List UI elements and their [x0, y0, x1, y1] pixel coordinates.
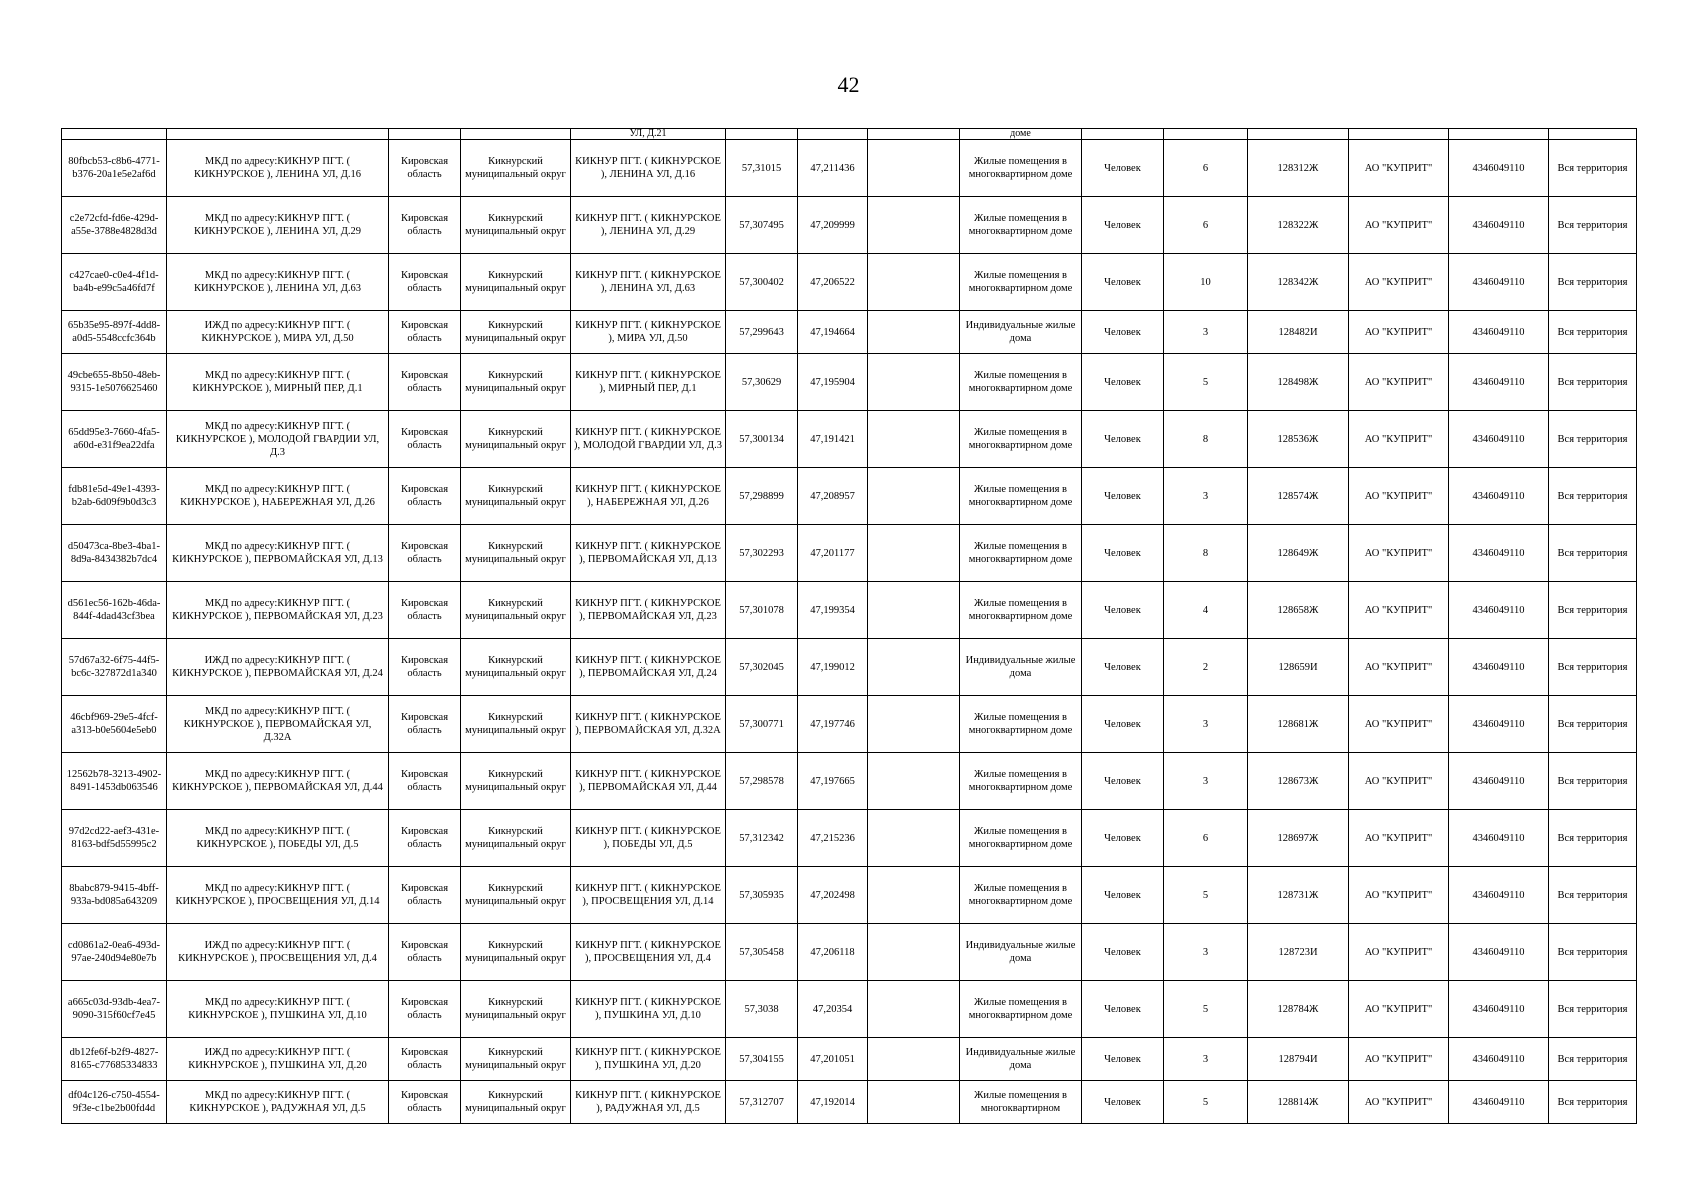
cell-address: КИКНУР ПГТ. ( КИКНУРСКОЕ ), ПОБЕДЫ УЛ, Д.5: [571, 810, 726, 867]
table-row: [62, 1081, 1637, 1124]
cell-type: Жилые помещения в многоквартирном доме: [960, 867, 1082, 924]
cell-region: Кировская область: [389, 311, 461, 354]
cell-lat: 57,305458: [726, 924, 798, 981]
cell-unit: Человек: [1082, 411, 1164, 468]
cell-org: АО "КУПРИТ": [1349, 254, 1449, 311]
cell-count: 2: [1164, 639, 1248, 696]
cell-lat: 57,301078: [726, 582, 798, 639]
table-row: [62, 525, 1637, 582]
cell-type: Индивидуальные жилые дома: [960, 924, 1082, 981]
cell-lat: 57,300402: [726, 254, 798, 311]
cell-code: 128658Ж: [1248, 582, 1349, 639]
cell-org: АО "КУПРИТ": [1349, 696, 1449, 753]
cell-code: 128322Ж: [1248, 197, 1349, 254]
table-row: [62, 867, 1637, 924]
cell-territory: Вся территория: [1549, 753, 1637, 810]
cell-blank: [868, 254, 960, 311]
cell-district: Кикнурский муниципальный округ: [461, 468, 571, 525]
cell-blank: [868, 1038, 960, 1081]
cell-id: 49cbe655-8b50-48eb-9315-1e5076625460: [62, 354, 167, 411]
cell-name: ИЖД по адресу:КИКНУР ПГТ. ( КИКНУРСКОЕ ), ПЕРВОМАЙСКАЯ УЛ, Д.24: [167, 639, 389, 696]
cell-id: fdb81e5d-49e1-4393-b2ab-6d09f9b0d3c3: [62, 468, 167, 525]
cell-address: КИКНУР ПГТ. ( КИКНУРСКОЕ ), ПУШКИНА УЛ, Д.20: [571, 1038, 726, 1081]
cell-count: 6: [1164, 197, 1248, 254]
cell-address: УЛ, Д.21: [571, 129, 726, 140]
table-row: [62, 582, 1637, 639]
table-row: [62, 753, 1637, 810]
cell-inn: 4346049110: [1449, 924, 1549, 981]
cell-lat: 57,312342: [726, 810, 798, 867]
cell-type: Жилые помещения в многоквартирном доме: [960, 981, 1082, 1038]
cell-address: КИКНУР ПГТ. ( КИКНУРСКОЕ ), ЛЕНИНА УЛ, Д.29: [571, 197, 726, 254]
cell-district: Кикнурский муниципальный округ: [461, 582, 571, 639]
cell-inn: 4346049110: [1449, 582, 1549, 639]
cell-region: Кировская область: [389, 1081, 461, 1124]
cell-territory: Вся территория: [1549, 867, 1637, 924]
cell-inn: 4346049110: [1449, 468, 1549, 525]
cell-address: КИКНУР ПГТ. ( КИКНУРСКОЕ ), ПРОСВЕЩЕНИЯ УЛ, Д.14: [571, 867, 726, 924]
table-row: [62, 810, 1637, 867]
cell-count: 3: [1164, 924, 1248, 981]
cell-blank: [868, 753, 960, 810]
cell-id: c2e72cfd-fd6e-429d-a55e-3788e4828d3d: [62, 197, 167, 254]
table-row: [62, 411, 1637, 468]
table-row: [62, 354, 1637, 411]
cell-count: 3: [1164, 696, 1248, 753]
cell-unit: Человек: [1082, 696, 1164, 753]
cell-blank: [868, 525, 960, 582]
cell-territory: Вся территория: [1549, 696, 1637, 753]
cell-count: 3: [1164, 311, 1248, 354]
table-row: [62, 468, 1637, 525]
cell-lat: 57,30629: [726, 354, 798, 411]
table-row: [62, 696, 1637, 753]
cell-id: cd0861a2-0ea6-493d-97ae-240d94e80e7b: [62, 924, 167, 981]
cell-district: Кикнурский муниципальный округ: [461, 411, 571, 468]
cell-address: КИКНУР ПГТ. ( КИКНУРСКОЕ ), МИРНЫЙ ПЕР, Д.1: [571, 354, 726, 411]
cell-org: АО "КУПРИТ": [1349, 867, 1449, 924]
cell-territory: Вся территория: [1549, 810, 1637, 867]
cell-region: Кировская область: [389, 140, 461, 197]
cell-district: Кикнурский муниципальный округ: [461, 1081, 571, 1124]
cell-region: Кировская область: [389, 582, 461, 639]
cell-name: МКД по адресу:КИКНУР ПГТ. ( КИКНУРСКОЕ ), НАБЕРЕЖНАЯ УЛ, Д.26: [167, 468, 389, 525]
cell-lat: 57,304155: [726, 1038, 798, 1081]
cell-code: 128681Ж: [1248, 696, 1349, 753]
cell-address: КИКНУР ПГТ. ( КИКНУРСКОЕ ), ПЕРВОМАЙСКАЯ УЛ, Д.44: [571, 753, 726, 810]
cell-address: КИКНУР ПГТ. ( КИКНУРСКОЕ ), ПЕРВОМАЙСКАЯ УЛ, Д.13: [571, 525, 726, 582]
cell-inn: 4346049110: [1449, 254, 1549, 311]
cell-id: c427cae0-c0e4-4f1d-ba4b-e99c5a46fd7f: [62, 254, 167, 311]
cell-name: ИЖД по адресу:КИКНУР ПГТ. ( КИКНУРСКОЕ ), МИРА УЛ, Д.50: [167, 311, 389, 354]
cell-name: МКД по адресу:КИКНУР ПГТ. ( КИКНУРСКОЕ ), ПЕРВОМАЙСКАЯ УЛ, Д.32А: [167, 696, 389, 753]
cell-district: Кикнурский муниципальный округ: [461, 354, 571, 411]
cell-lon: 47,202498: [798, 867, 868, 924]
cell-blank: [868, 639, 960, 696]
cell-inn: 4346049110: [1449, 810, 1549, 867]
cell-count: 3: [1164, 753, 1248, 810]
cell-inn: 4346049110: [1449, 197, 1549, 254]
cell-address: КИКНУР ПГТ. ( КИКНУРСКОЕ ), МОЛОДОЙ ГВАРДИИ УЛ, Д.3: [571, 411, 726, 468]
cell-region: Кировская область: [389, 867, 461, 924]
cell-org: АО "КУПРИТ": [1349, 582, 1449, 639]
cell-type: Жилые помещения в многоквартирном доме: [960, 525, 1082, 582]
cell-code: 128673Ж: [1248, 753, 1349, 810]
cell-unit: Человек: [1082, 867, 1164, 924]
continuation-row: [62, 129, 1637, 140]
cell-count: 3: [1164, 468, 1248, 525]
cell-name: МКД по адресу:КИКНУР ПГТ. ( КИКНУРСКОЕ ), ПОБЕДЫ УЛ, Д.5: [167, 810, 389, 867]
cell-lat: 57,307495: [726, 197, 798, 254]
cell-lon: 47,199012: [798, 639, 868, 696]
cell-count: 5: [1164, 981, 1248, 1038]
cell-code: 128723И: [1248, 924, 1349, 981]
cell-org: АО "КУПРИТ": [1349, 525, 1449, 582]
cell-territory: Вся территория: [1549, 1081, 1637, 1124]
cell-inn: 4346049110: [1449, 311, 1549, 354]
cell-code: 128784Ж: [1248, 981, 1349, 1038]
cell-blank: [868, 311, 960, 354]
cell-region: Кировская область: [389, 354, 461, 411]
cell-territory: Вся территория: [1549, 639, 1637, 696]
cell-org: АО "КУПРИТ": [1349, 140, 1449, 197]
cell-name: МКД по адресу:КИКНУР ПГТ. ( КИКНУРСКОЕ ), МОЛОДОЙ ГВАРДИИ УЛ, Д.3: [167, 411, 389, 468]
cell-address: КИКНУР ПГТ. ( КИКНУРСКОЕ ), ЛЕНИНА УЛ, Д.63: [571, 254, 726, 311]
cell-unit: Человек: [1082, 140, 1164, 197]
cell-inn: 4346049110: [1449, 981, 1549, 1038]
cell-id: df04c126-c750-4554-9f3e-c1be2b00fd4d: [62, 1081, 167, 1124]
cell-inn: 4346049110: [1449, 140, 1549, 197]
cell-name: МКД по адресу:КИКНУР ПГТ. ( КИКНУРСКОЕ ), ПЕРВОМАЙСКАЯ УЛ, Д.44: [167, 753, 389, 810]
cell-lon: 47,211436: [798, 140, 868, 197]
cell-territory: Вся территория: [1549, 468, 1637, 525]
table-row: [62, 1038, 1637, 1081]
table-row: [62, 639, 1637, 696]
cell-address: КИКНУР ПГТ. ( КИКНУРСКОЕ ), ПЕРВОМАЙСКАЯ УЛ, Д.24: [571, 639, 726, 696]
cell-lon: 47,201177: [798, 525, 868, 582]
cell-org: АО "КУПРИТ": [1349, 354, 1449, 411]
cell-lat: 57,300134: [726, 411, 798, 468]
cell-code: 128659И: [1248, 639, 1349, 696]
cell-lat: 57,31015: [726, 140, 798, 197]
cell-lon: 47,206118: [798, 924, 868, 981]
cell-territory: Вся территория: [1549, 981, 1637, 1038]
cell-id: db12fe6f-b2f9-4827-8165-c77685334833: [62, 1038, 167, 1081]
cell-name: МКД по адресу:КИКНУР ПГТ. ( КИКНУРСКОЕ ), ЛЕНИНА УЛ, Д.16: [167, 140, 389, 197]
cell-blank: [868, 981, 960, 1038]
cell-unit: Человек: [1082, 1038, 1164, 1081]
cell-id: 8babc879-9415-4bff-933a-bd085a643209: [62, 867, 167, 924]
cell-id: 65b35e95-897f-4dd8-a0d5-5548ccfc364b: [62, 311, 167, 354]
cell-territory: Вся территория: [1549, 411, 1637, 468]
cell-name: МКД по адресу:КИКНУР ПГТ. ( КИКНУРСКОЕ ), ПЕРВОМАЙСКАЯ УЛ, Д.13: [167, 525, 389, 582]
cell-name: ИЖД по адресу:КИКНУР ПГТ. ( КИКНУРСКОЕ ), ПРОСВЕЩЕНИЯ УЛ, Д.4: [167, 924, 389, 981]
cell-count: 5: [1164, 1081, 1248, 1124]
cell-type: Жилые помещения в многоквартирном доме: [960, 140, 1082, 197]
cell-id: 57d67a32-6f75-44f5-bc6c-327872d1a340: [62, 639, 167, 696]
cell-id: d561ec56-162b-46da-844f-4dad43cf3bea: [62, 582, 167, 639]
cell-lon: 47,194664: [798, 311, 868, 354]
cell-district: Кикнурский муниципальный округ: [461, 696, 571, 753]
cell-blank: [868, 810, 960, 867]
cell-type: Жилые помещения в многоквартирном доме: [960, 411, 1082, 468]
cell-id: 80fbcb53-c8b6-4771-b376-20a1e5e2af6d: [62, 140, 167, 197]
table-row: [62, 197, 1637, 254]
cell-id: 12562b78-3213-4902-8491-1453db063546: [62, 753, 167, 810]
cell-region: Кировская область: [389, 411, 461, 468]
cell-name: МКД по адресу:КИКНУР ПГТ. ( КИКНУРСКОЕ ), ЛЕНИНА УЛ, Д.63: [167, 254, 389, 311]
cell-org: АО "КУПРИТ": [1349, 1081, 1449, 1124]
cell-district: Кикнурский муниципальный округ: [461, 197, 571, 254]
cell-type: Индивидуальные жилые дома: [960, 639, 1082, 696]
cell-district: Кикнурский муниципальный округ: [461, 525, 571, 582]
cell-inn: 4346049110: [1449, 639, 1549, 696]
cell-count: 3: [1164, 1038, 1248, 1081]
cell-blank: [868, 354, 960, 411]
cell-district: Кикнурский муниципальный округ: [461, 867, 571, 924]
cell-type: доме: [960, 129, 1082, 140]
cell-blank: [868, 197, 960, 254]
cell-inn: 4346049110: [1449, 1081, 1549, 1124]
cell-lon: 47,208957: [798, 468, 868, 525]
cell-org: АО "КУПРИТ": [1349, 311, 1449, 354]
cell-inn: 4346049110: [1449, 354, 1549, 411]
cell-type: Жилые помещения в многоквартирном доме: [960, 468, 1082, 525]
cell-org: АО "КУПРИТ": [1349, 639, 1449, 696]
cell-unit: Человек: [1082, 468, 1164, 525]
cell-district: Кикнурский муниципальный округ: [461, 753, 571, 810]
cell-inn: 4346049110: [1449, 1038, 1549, 1081]
cell-org: АО "КУПРИТ": [1349, 411, 1449, 468]
cell-unit: Человек: [1082, 197, 1164, 254]
cell-territory: Вся территория: [1549, 197, 1637, 254]
cell-org: АО "КУПРИТ": [1349, 468, 1449, 525]
cell-address: КИКНУР ПГТ. ( КИКНУРСКОЕ ), ПЕРВОМАЙСКАЯ УЛ, Д.23: [571, 582, 726, 639]
cell-unit: Человек: [1082, 981, 1164, 1038]
cell-region: Кировская область: [389, 525, 461, 582]
cell-code: 128574Ж: [1248, 468, 1349, 525]
cell-address: КИКНУР ПГТ. ( КИКНУРСКОЕ ), НАБЕРЕЖНАЯ УЛ, Д.26: [571, 468, 726, 525]
cell-blank: [868, 140, 960, 197]
cell-lon: 47,192014: [798, 1081, 868, 1124]
cell-address: КИКНУР ПГТ. ( КИКНУРСКОЕ ), ПУШКИНА УЛ, Д.10: [571, 981, 726, 1038]
cell-id: a665c03d-93db-4ea7-9090-315f60cf7e45: [62, 981, 167, 1038]
cell-region: Кировская область: [389, 468, 461, 525]
cell-code: 128731Ж: [1248, 867, 1349, 924]
cell-address: КИКНУР ПГТ. ( КИКНУРСКОЕ ), ПРОСВЕЩЕНИЯ УЛ, Д.4: [571, 924, 726, 981]
cell-id: 97d2cd22-aef3-431e-8163-bdf5d55995c2: [62, 810, 167, 867]
page-number: 42: [837, 72, 860, 97]
cell-district: Кикнурский муниципальный округ: [461, 311, 571, 354]
cell-code: 128312Ж: [1248, 140, 1349, 197]
cell-code: 128697Ж: [1248, 810, 1349, 867]
cell-code: 128482И: [1248, 311, 1349, 354]
cell-lat: 57,302045: [726, 639, 798, 696]
cell-count: 6: [1164, 810, 1248, 867]
cell-lat: 57,3038: [726, 981, 798, 1038]
cell-code: 128498Ж: [1248, 354, 1349, 411]
cell-count: 4: [1164, 582, 1248, 639]
cell-type: Индивидуальные жилые дома: [960, 311, 1082, 354]
cell-type: Жилые помещения в многоквартирном доме: [960, 810, 1082, 867]
cell-address: КИКНУР ПГТ. ( КИКНУРСКОЕ ), ПЕРВОМАЙСКАЯ УЛ, Д.32А: [571, 696, 726, 753]
cell-org: АО "КУПРИТ": [1349, 981, 1449, 1038]
cell-lon: 47,191421: [798, 411, 868, 468]
cell-address: КИКНУР ПГТ. ( КИКНУРСКОЕ ), РАДУЖНАЯ УЛ, Д.5: [571, 1081, 726, 1124]
cell-lat: 57,302293: [726, 525, 798, 582]
cell-territory: Вся территория: [1549, 525, 1637, 582]
cell-inn: 4346049110: [1449, 525, 1549, 582]
cell-org: АО "КУПРИТ": [1349, 1038, 1449, 1081]
cell-name: МКД по адресу:КИКНУР ПГТ. ( КИКНУРСКОЕ ), ЛЕНИНА УЛ, Д.29: [167, 197, 389, 254]
cell-lat: 57,299643: [726, 311, 798, 354]
cell-territory: Вся территория: [1549, 140, 1637, 197]
cell-unit: Человек: [1082, 753, 1164, 810]
cell-inn: 4346049110: [1449, 867, 1549, 924]
table-row: [62, 254, 1637, 311]
cell-unit: Человек: [1082, 354, 1164, 411]
cell-district: Кикнурский муниципальный округ: [461, 1038, 571, 1081]
cell-territory: Вся территория: [1549, 1038, 1637, 1081]
cell-unit: Человек: [1082, 924, 1164, 981]
cell-inn: 4346049110: [1449, 696, 1549, 753]
cell-blank: [868, 924, 960, 981]
cell-org: АО "КУПРИТ": [1349, 924, 1449, 981]
cell-inn: 4346049110: [1449, 411, 1549, 468]
cell-lon: 47,201051: [798, 1038, 868, 1081]
cell-region: Кировская область: [389, 254, 461, 311]
cell-id: 65dd95e3-7660-4fa5-a60d-e31f9ea22dfa: [62, 411, 167, 468]
cell-type: Жилые помещения в многоквартирном доме: [960, 197, 1082, 254]
cell-code: 128794И: [1248, 1038, 1349, 1081]
cell-inn: 4346049110: [1449, 753, 1549, 810]
cell-type: Жилые помещения в многоквартирном доме: [960, 753, 1082, 810]
cell-blank: [868, 1081, 960, 1124]
cell-blank: [868, 468, 960, 525]
cell-name: МКД по адресу:КИКНУР ПГТ. ( КИКНУРСКОЕ ), МИРНЫЙ ПЕР, Д.1: [167, 354, 389, 411]
cell-unit: Человек: [1082, 1081, 1164, 1124]
cell-type: Жилые помещения в многоквартирном доме: [960, 582, 1082, 639]
cell-lat: 57,298578: [726, 753, 798, 810]
cell-name: ИЖД по адресу:КИКНУР ПГТ. ( КИКНУРСКОЕ ), ПУШКИНА УЛ, Д.20: [167, 1038, 389, 1081]
cell-name: МКД по адресу:КИКНУР ПГТ. ( КИКНУРСКОЕ ), ПРОСВЕЩЕНИЯ УЛ, Д.14: [167, 867, 389, 924]
cell-district: Кикнурский муниципальный округ: [461, 140, 571, 197]
cell-code: 128536Ж: [1248, 411, 1349, 468]
cell-unit: Человек: [1082, 311, 1164, 354]
cell-code: 128649Ж: [1248, 525, 1349, 582]
cell-territory: Вся территория: [1549, 254, 1637, 311]
cell-lon: 47,209999: [798, 197, 868, 254]
table-row: [62, 924, 1637, 981]
cell-district: Кикнурский муниципальный округ: [461, 981, 571, 1038]
cell-lon: 47,197746: [798, 696, 868, 753]
cell-lon: 47,195904: [798, 354, 868, 411]
cell-lat: 57,300771: [726, 696, 798, 753]
cell-id: 46cbf969-29e5-4fcf-a313-b0e5604e5eb0: [62, 696, 167, 753]
cell-type: Жилые помещения в многоквартирном доме: [960, 354, 1082, 411]
cell-lat: 57,312707: [726, 1081, 798, 1124]
cell-district: Кикнурский муниципальный округ: [461, 810, 571, 867]
cell-lon: 47,20354: [798, 981, 868, 1038]
cell-type: Жилые помещения в многоквартирном доме: [960, 696, 1082, 753]
cell-blank: [868, 411, 960, 468]
cell-unit: Человек: [1082, 525, 1164, 582]
cell-type: Жилые помещения в многоквартирном доме: [960, 254, 1082, 311]
cell-lat: 57,305935: [726, 867, 798, 924]
cell-org: АО "КУПРИТ": [1349, 753, 1449, 810]
table-row: [62, 140, 1637, 197]
table-row: [62, 981, 1637, 1038]
cell-count: 5: [1164, 867, 1248, 924]
cell-territory: Вся территория: [1549, 924, 1637, 981]
cell-region: Кировская область: [389, 810, 461, 867]
cell-territory: Вся территория: [1549, 582, 1637, 639]
cell-unit: Человек: [1082, 639, 1164, 696]
cell-count: 10: [1164, 254, 1248, 311]
data-table: [61, 128, 1637, 1124]
cell-count: 5: [1164, 354, 1248, 411]
cell-type: Индивидуальные жилые дома: [960, 1038, 1082, 1081]
cell-district: Кикнурский муниципальный округ: [461, 924, 571, 981]
cell-blank: [868, 867, 960, 924]
cell-name: МКД по адресу:КИКНУР ПГТ. ( КИКНУРСКОЕ ), РАДУЖНАЯ УЛ, Д.5: [167, 1081, 389, 1124]
cell-address: КИКНУР ПГТ. ( КИКНУРСКОЕ ), МИРА УЛ, Д.50: [571, 311, 726, 354]
cell-region: Кировская область: [389, 924, 461, 981]
cell-region: Кировская область: [389, 981, 461, 1038]
cell-lon: 47,215236: [798, 810, 868, 867]
cell-unit: Человек: [1082, 582, 1164, 639]
cell-name: МКД по адресу:КИКНУР ПГТ. ( КИКНУРСКОЕ ), ПЕРВОМАЙСКАЯ УЛ, Д.23: [167, 582, 389, 639]
cell-territory: Вся территория: [1549, 354, 1637, 411]
cell-region: Кировская область: [389, 1038, 461, 1081]
cell-count: 8: [1164, 411, 1248, 468]
cell-region: Кировская область: [389, 696, 461, 753]
cell-region: Кировская область: [389, 197, 461, 254]
cell-address: КИКНУР ПГТ. ( КИКНУРСКОЕ ), ЛЕНИНА УЛ, Д.16: [571, 140, 726, 197]
cell-district: Кикнурский муниципальный округ: [461, 254, 571, 311]
cell-blank: [868, 582, 960, 639]
cell-name: МКД по адресу:КИКНУР ПГТ. ( КИКНУРСКОЕ ), ПУШКИНА УЛ, Д.10: [167, 981, 389, 1038]
cell-org: АО "КУПРИТ": [1349, 810, 1449, 867]
cell-count: 6: [1164, 140, 1248, 197]
cell-code: 128342Ж: [1248, 254, 1349, 311]
cell-region: Кировская область: [389, 639, 461, 696]
cell-id: d50473ca-8be3-4ba1-8d9a-8434382b7dc4: [62, 525, 167, 582]
cell-territory: Вся территория: [1549, 311, 1637, 354]
cell-unit: Человек: [1082, 254, 1164, 311]
cell-blank: [868, 696, 960, 753]
cell-count: 8: [1164, 525, 1248, 582]
table-row: [62, 311, 1637, 354]
cell-unit: Человек: [1082, 810, 1164, 867]
cell-region: Кировская область: [389, 753, 461, 810]
cell-lon: 47,197665: [798, 753, 868, 810]
cell-org: АО "КУПРИТ": [1349, 197, 1449, 254]
cell-code: 128814Ж: [1248, 1081, 1349, 1124]
cell-lon: 47,199354: [798, 582, 868, 639]
cell-lat: 57,298899: [726, 468, 798, 525]
cell-lon: 47,206522: [798, 254, 868, 311]
cell-type: Жилые помещения в многоквартирном: [960, 1081, 1082, 1124]
cell-district: Кикнурский муниципальный округ: [461, 639, 571, 696]
